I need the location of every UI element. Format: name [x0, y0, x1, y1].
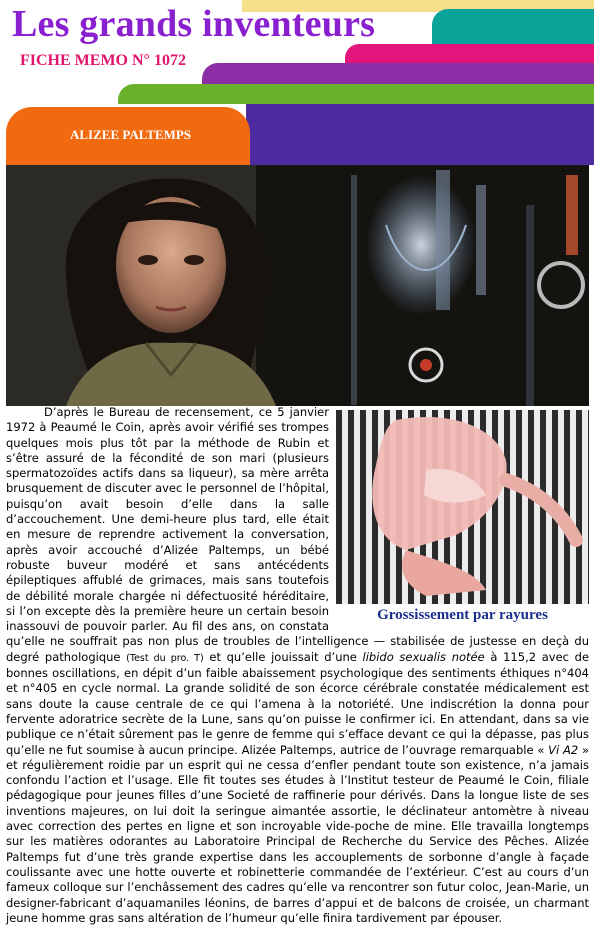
stripe-pink — [345, 44, 594, 64]
stripe-green — [118, 84, 594, 104]
photo-caption: Grossissement par rayures — [377, 607, 548, 623]
article-note: (Test du pro. T) — [126, 652, 204, 664]
striped-photo-illustration — [336, 410, 589, 604]
article-text-3: à 115,2 avec de bonnes oscillations, en dépit d’un faible abaissement psychologique des sentiments éthiques n°404 et n°405 en cycle normal. La grande solidité de son écorce cérébrale constatée médicalement est sans doute la cause centrale de ce qui l’amena à la notoriété. Une indiscrétion la donna pour fervente adoratrice secrète de la Lune, sans qu’on puisse le confirmer ici. En attendant, dans sa vie publique ce n’était sûrement pas le genre de femme qui s’efface devant ce qui la dépasse, pas plus qu’elle ne fut soumise à aucun principe. Alizée Paltemps, autrice de l’ouvrage remarquable « — [6, 649, 590, 757]
article-text-4: » et régulièrement roidie par un esprit qui ne cessa d’enfler pendant toute son existence, n’a jamais confondu l’action et l’usage. Elle fit toutes ses études à l’Institut testeur de Peaumé le Coin, filiale pédagogique pour jeunes filles d’une Societé de raffinerie pour dérivés. Dans la longue liste de ses inventions majeures, on lui doit la seringue aimantée assortie, le déclinateur antomètre à niveau avec correction des pertes en ligne et son incroyable vide-poche de mine. Elle travailla longtemps sur les matières odorantes au Laboratoire Principal de Recherche du Service des Pêches. Alizée Paltemps fut d’une très grande expertise dans les accouplements de sorbonne d’angle à façade coulissante avec une hotte ouverte et robinetterie commandée de l’extérieur. C’est au cours d’un fameux colloque sur l’enchâssement des cadres qu’elle va rencontrer son futur coloc, Jean-Marie, un designer-fabricant d’aquamaniles léonins, de barres d’appui et de balcons de croisée, un charmant jeune homme gras sans altération de l’humeur qu’elle finira tardivement par épouser. — [6, 742, 589, 925]
article-text-1: D’après le Bureau de recensement, ce 5 janvier 1972 à Peaumé le Coin, après avoir vérifié ses trompes quelques mois plus tôt par la méthode de Rubin et s’être assuré de la fécondité de son mari (plusieurs spermatozoïdes actifs dans sa liqueur), sa mère arrêta brusquement de discuter avec le personnel de l’hôpital, puisqu’on avait besoin d’elle dans la salle d’accouchement. Une demi-heure plus tard, elle était en mesure de reprendre activement la conversation, après avoir accouché d’Alizée Paltemps, un bébé robuste buveur modéré et sans antécédents épileptiques affublé de grimaces, mais sans toutefois de débilité morale chargée ni défectuosité héréditaire, si l’on excepte dès la première heure un certain besoin inassouvi de pouvoir parler. Au fil des ans, on constata qu’elle ne souffrait pas non plus de troubles de l’intelligence — stabilisée de justesse en deçà du degré pathologique — [6, 405, 589, 664]
memo-number: FICHE MEMO N° 1072 — [20, 52, 186, 69]
article-body — [6, 405, 589, 926]
inventor-name: ALIZEE PALTEMPS — [70, 127, 192, 142]
portrait-photo — [6, 165, 589, 406]
book-title: Vi A2 — [548, 742, 579, 757]
stripe-blue — [246, 104, 594, 165]
stripe-teal — [432, 9, 594, 45]
striped-photo — [336, 410, 589, 604]
article-emphasis: libido sexualis notée — [362, 649, 485, 664]
page-title: Les grands inventeurs — [12, 3, 376, 45]
portrait-photo-illustration — [6, 165, 589, 406]
article-text-2: et qu’elle jouissait d’une — [203, 649, 363, 664]
stripe-purple — [202, 63, 594, 85]
